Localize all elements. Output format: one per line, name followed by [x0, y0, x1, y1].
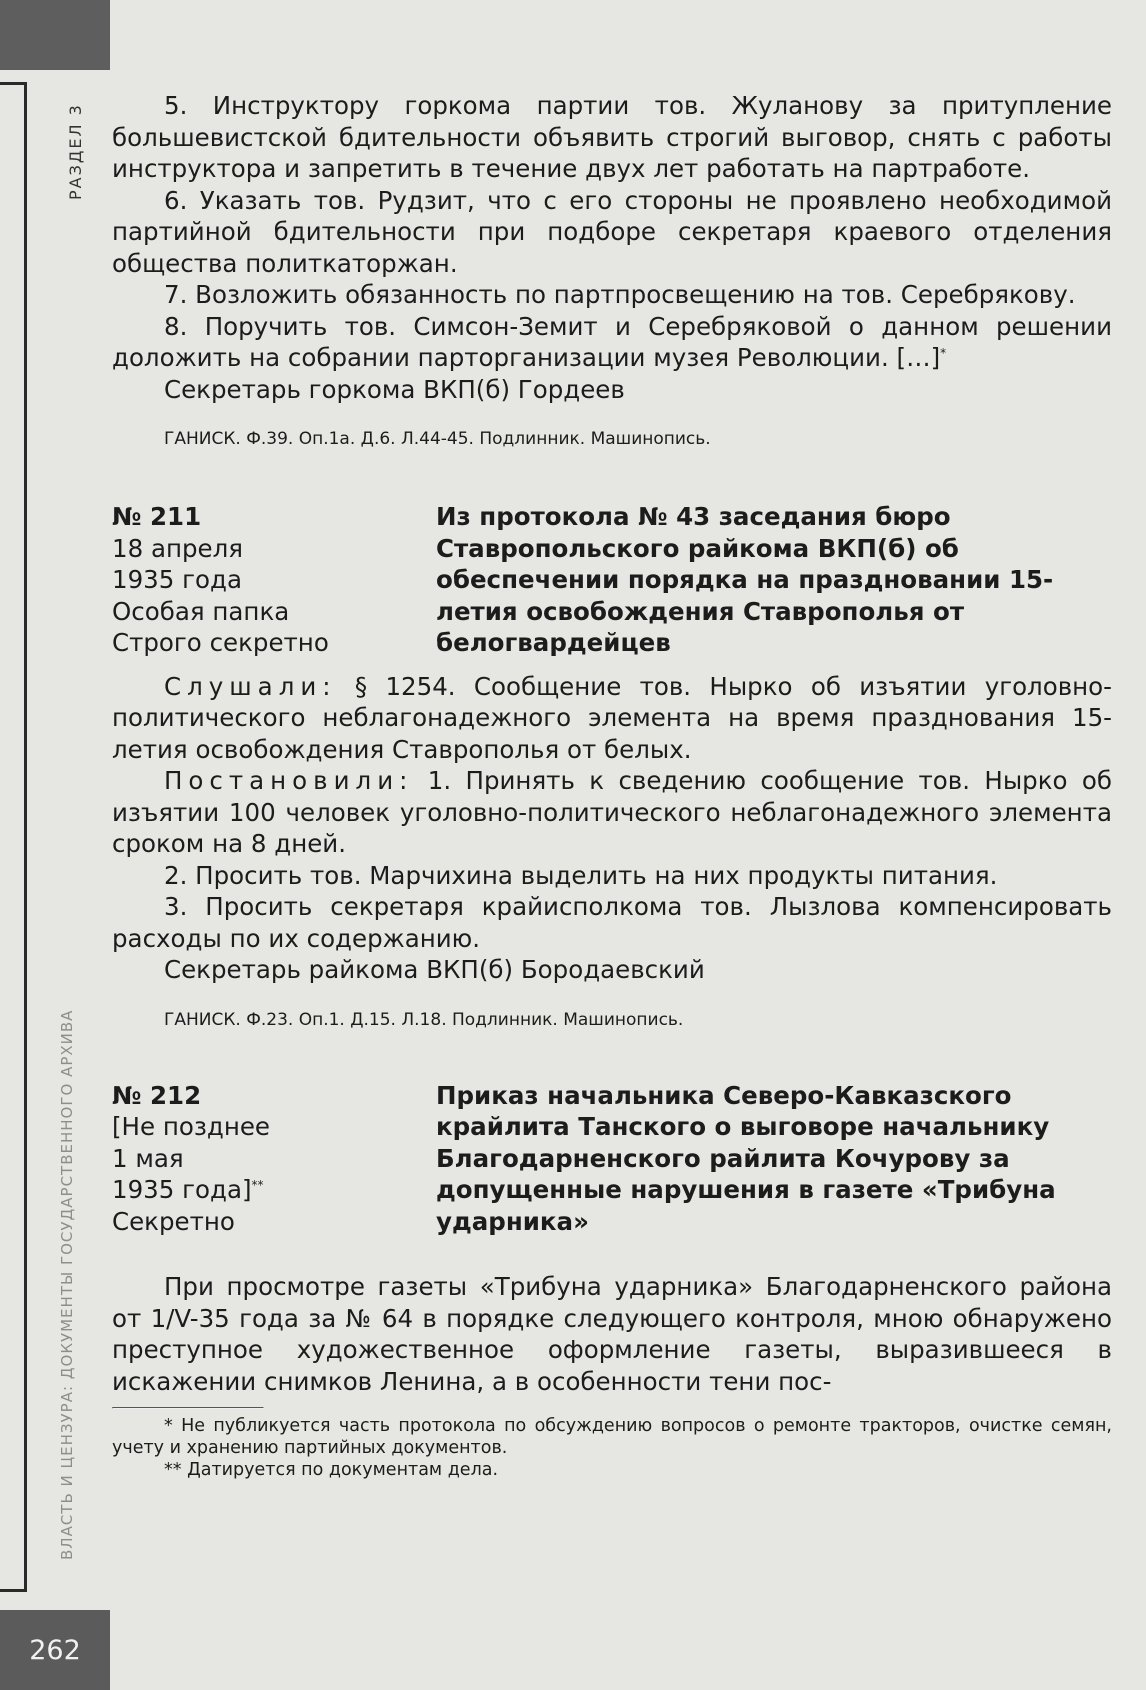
doc-211-heard: Слушали: § 1254. Сообщение тов. Нырко об изъятии уголовно-политического неблагонадежного элемента на время празднования 15-летия освобождения Ставрополья от белых.: [112, 671, 1112, 764]
page-content: [112, 90, 1112, 1481]
doc-212-header: [112, 1080, 1112, 1238]
doc-211-header: [112, 501, 1112, 659]
doc-212-date: 1 мая: [112, 1143, 184, 1173]
archive-source-1: ГАНИСК. Ф.39. Оп.1а. Д.6. Л.44-45. Подлинник. Машинопись.: [164, 429, 711, 449]
signature-gordeev: Секретарь горкома ВКП(б) Гордеев: [164, 374, 625, 404]
doc-212-year: 1935 года]**: [112, 1175, 264, 1204]
doc-211-number: № 211: [112, 502, 202, 531]
doc-211-secrecy: Строго секретно: [112, 628, 329, 657]
doc-212-body: При просмотре газеты «Трибуна ударника» Благодарненского района от 1/V-35 года за № 64 в порядке следующего контроля, мною обнаружено преступное художественное оформление газеты, выразившееся в искажении снимков Ленина, а в особенности тени пос-: [112, 1272, 1112, 1396]
signature-borodaevsky: Секретарь райкома ВКП(б) Бородаевский: [164, 955, 705, 984]
footnote-2: ** Датируется по документам дела.: [164, 1460, 499, 1480]
doc-211-item-3: 3. Просить секретаря крайисполкома тов. Лызлова компенсировать расходы по их содержанию.: [112, 892, 1112, 953]
item-8: 8. Поручить тов. Симсон-Земит и Серебряковой о данном решении доложить на собрании парторганизации музея Революции. […]*: [112, 311, 1112, 372]
doc-211-date: 18 апреля: [112, 533, 244, 563]
item-6: 6. Указать тов. Рудзит, что с его стороны не проявлено необходимой партийной бдительности при подборе секретаря краевого отделения общества политкаторжан.: [112, 185, 1112, 278]
doc-211-year: 1935 года: [112, 565, 242, 594]
top-corner-tab: [0, 0, 110, 70]
footnote-rule: [112, 1407, 264, 1409]
doc-212-number: № 212: [112, 1080, 202, 1110]
doc-211-resolved: Постановили: 1. Принять к сведению сообщение тов. Нырко об изъятии 100 человек уголовно-политического неблагонадежного элемента сроком на 8 дней.: [112, 766, 1112, 858]
doc-211-folder: Особая папка: [112, 596, 290, 626]
doc-211-meta: [112, 501, 436, 659]
margin-frame: [0, 82, 27, 1592]
page-number: 262: [0, 1610, 110, 1690]
archive-source-2: ГАНИСК. Ф.23. Оп.1. Д.15. Л.18. Подлинник. Машинопись.: [164, 1009, 684, 1030]
doc-211-title: Из протокола № 43 заседания бюро Ставропольского райкома ВКП(б) об обеспечении порядка на праздновании 15-летия освобождения Ставрополья от белогвардейцев: [436, 502, 1054, 657]
item-5: 5. Инструктору горкома партии тов. Жуланову за притупление большевистской бдительности объявить строгий выговор, снять с работы инструктора и запретить в течение двух лет работать на партработе.: [112, 91, 1112, 183]
doc-212-date-start: [Не позднее: [112, 1112, 270, 1141]
doc-211-item-2: 2. Просить тов. Марчихина выделить на них продукты питания.: [164, 860, 998, 890]
doc-212-footnote-mark: **: [251, 1177, 264, 1192]
section-label: РАЗДЕЛ 3: [66, 103, 85, 200]
doc-212-secrecy: Секретно: [112, 1206, 235, 1236]
chapter-title: ВЛАСТЬ И ЦЕНЗУРА: ДОКУМЕНТЫ ГОСУДАРСТВЕННОГО АРХИВА: [58, 1009, 76, 1560]
doc-212-title: Приказ начальника Северо-Кавказского крайлита Танского о выговоре начальнику Благодарненского райлита Кочурову за допущенные нарушения в газете «Трибуна ударника»: [436, 1080, 1056, 1236]
item-7: 7. Возложить обязанность по партпросвещению на тов. Серебрякову.: [164, 280, 1076, 309]
footnote-1: * Не публикуется часть протокола по обсуждению вопросов о ремонте тракторов, очистке семян, учету и хранению партийных документов.: [112, 1416, 1112, 1458]
doc-212-meta: [112, 1080, 436, 1238]
